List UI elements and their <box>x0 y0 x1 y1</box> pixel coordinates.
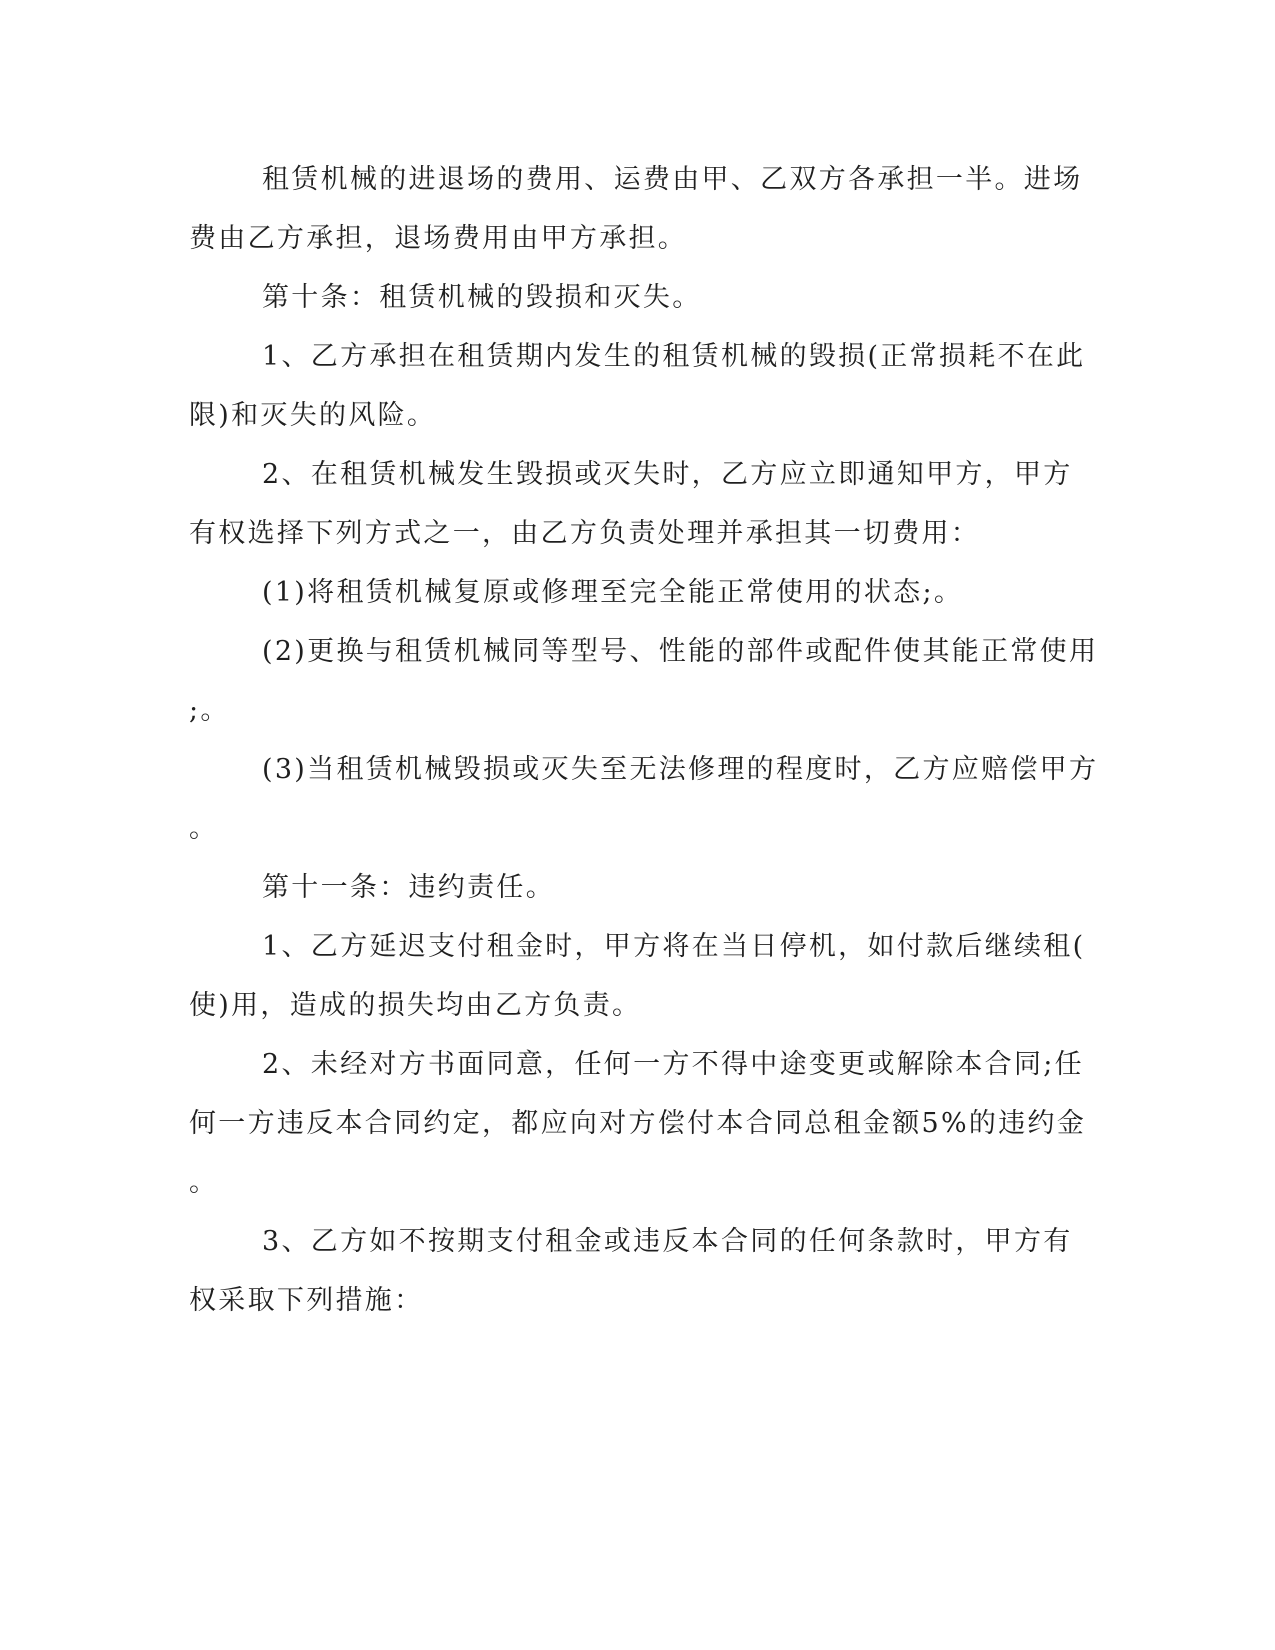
paragraph-line: 使)用，造成的损失均由乙方负责。 <box>189 990 642 1021</box>
paragraph-line: 权采取下列措施： <box>189 1285 424 1316</box>
paragraph-line: 有权选择下列方式之一，由乙方负责处理并承担其一切费用： <box>189 518 981 549</box>
list-item-line: (1)将租赁机械复原或修理至完全能正常使用的状态;。 <box>262 577 964 608</box>
paragraph-line: 1、乙方承担在租赁期内发生的租赁机械的毁损(正常损耗不在此 <box>262 341 1086 372</box>
paragraph-line: 。 <box>189 1167 219 1198</box>
paragraph-line: 费由乙方承担，退场费用由甲方承担。 <box>189 223 688 254</box>
list-item-line: (3)当租赁机械毁损或灭失至无法修理的程度时，乙方应赔偿甲方 <box>262 754 1099 785</box>
paragraph-line: 何一方违反本合同约定，都应向对方偿付本合同总租金额5%的违约金 <box>189 1108 1087 1139</box>
paragraph-line: 2、未经对方书面同意，任何一方不得中途变更或解除本合同;任 <box>262 1049 1084 1080</box>
paragraph-line: 2、在租赁机械发生毁损或灭失时，乙方应立即通知甲方，甲方 <box>262 459 1073 490</box>
list-item-line: (2)更换与租赁机械同等型号、性能的部件或配件使其能正常使用 <box>262 636 1099 667</box>
paragraph-line: 限)和灭失的风险。 <box>189 400 437 431</box>
article-heading: 第十一条：违约责任。 <box>262 872 555 903</box>
paragraph-line: 租赁机械的进退场的费用、运费由甲、乙双方各承担一半。进场 <box>262 164 1083 195</box>
paragraph-line: 1、乙方延迟支付租金时，甲方将在当日停机，如付款后继续租( <box>262 931 1086 962</box>
article-heading: 第十条：租赁机械的毁损和灭失。 <box>262 282 702 313</box>
list-item-line: ;。 <box>189 695 230 726</box>
list-item-line: 。 <box>189 813 219 844</box>
paragraph-line: 3、乙方如不按期支付租金或违反本合同的任何条款时，甲方有 <box>262 1226 1073 1257</box>
